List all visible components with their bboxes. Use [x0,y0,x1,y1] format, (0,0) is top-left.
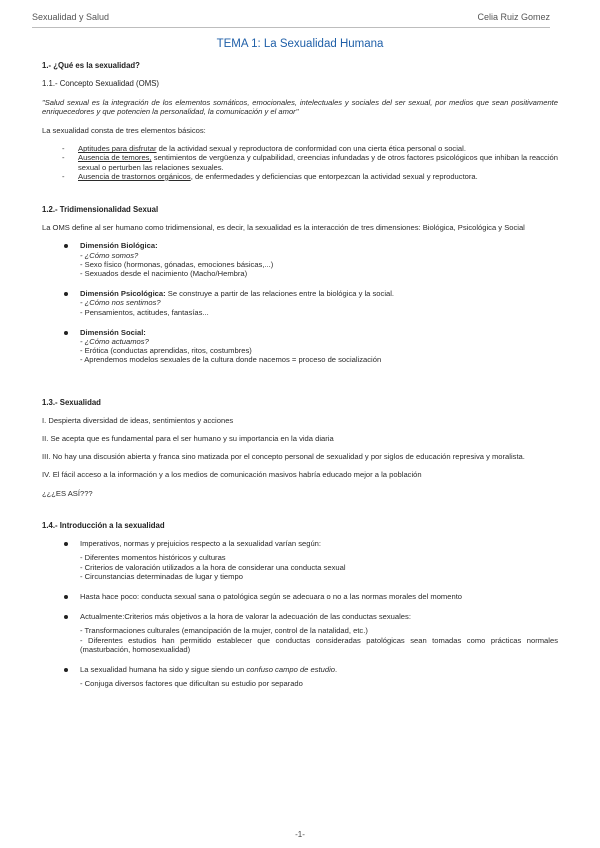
dimension-detail: - Aprendemos modelos sexuales de la cultura donde nacemos = proceso de socialización [80,355,382,365]
element-term: Ausencia de trastornos orgánicos [78,171,191,181]
element-term: Aptitudes para disfrutar [78,144,157,154]
intro-points-list [42,539,558,688]
point-detail: - Transformaciones culturales (emancipación de la mujer, control de la natalidad, etc.) [80,626,368,636]
oms-quote: "Salud sexual es la integración de los elementos somáticos, emocionales, intelectuales y sociales del ser sexual, por medios que sean positivamente enriquecedores y que potencien la personalidad, la comunicación y el amor" [42,97,558,116]
list-item [62,153,558,171]
tridimensional-intro: La OMS define al ser humano como tridimensional, es decir, la sexualidad es la interacción de tres dimensiones: Biológica, Psicológica y Social [42,223,525,233]
point-detail: - Diferentes estudios han permitido establecer que conductas consideradas patológicas sean tomadas como prácticas normales (masturbación, homosexualidad) [80,635,558,654]
section-1-4-heading: 1.4.- Introducción a la sexualidad [42,520,165,530]
element-text: , de enfermedades y deficiencias que entorpezcan la actividad sexual y reproductora. [190,171,478,181]
dimension-question: - ¿Cómo nos sentimos? [80,298,161,308]
page-header [32,12,550,22]
dimension-detail: - Erótica (conductas aprendidas, ritos, costumbres) [80,346,252,356]
list-item [62,144,558,153]
point-detail: - Diferentes momentos históricos y culturas [80,553,226,563]
dimension-title: Dimensión Psicológica: [80,289,166,299]
point-end: . [335,664,338,674]
point-text: Imperativos, normas y prejuicios respecto a la sexualidad varían según: [80,539,322,549]
section-1-3-heading: 1.3.- Sexualidad [42,397,101,407]
sexualidad-point-3: III. No hay una discusión abierta y franca sino matizada por el concepto personal de sexualidad y por siglos de educación represiva y moralista. [42,452,525,462]
dimension-title: Dimensión Social: [80,327,146,337]
dimension-detail: - Sexo físico (hormonas, gónadas, emociones básicas,...) [80,259,274,269]
section-1-2-heading: 1.2.- Tridimensionalidad Sexual [42,205,159,215]
element-term: Ausencia de temores, [78,153,152,163]
document-body [42,40,558,699]
dimension-question: - ¿Cómo somos? [80,250,139,260]
header-author: Celia Ruiz Gomez [477,12,550,22]
elements-intro: La sexualidad consta de tres elementos básicos: [42,126,206,136]
dimension-description: Se construye a partir de las relaciones entre la biológica y la social. [165,289,395,299]
sexualidad-point-1: I. Despierta diversidad de ideas, sentimientos y acciones [42,415,234,425]
header-course: Sexualidad y Salud [32,12,110,22]
list-item [64,592,558,601]
list-item [64,539,558,581]
point-detail: - Criterios de valoración utilizados a la hora de considerar una conducta sexual [80,562,346,572]
section-1-1-heading: 1.1.- Concepto Sexualidad (OMS) [42,79,160,89]
list-item [64,665,558,688]
header-divider [32,27,550,28]
page-number: -1- [295,830,305,839]
point-detail: - Circunstancias determinadas de lugar y tiempo [80,571,243,581]
section-1-heading: 1.- ¿Qué es la sexualidad? [42,61,140,71]
dimension-question: - ¿Cómo actuamos? [80,337,149,347]
element-text: de la actividad sexual y reproductora de conformidad con una cierta ética personal o social. [156,144,466,154]
dimension-title: Dimensión Biológica: [80,241,158,251]
sexualidad-point-2: II. Se acepta que es fundamental para el ser humano y su importancia en la vida diaria [42,434,334,444]
list-item [62,172,558,181]
dimension-detail: - Pensamientos, actitudes, fantasías... [80,307,209,317]
element-text: sentimientos de vergüenza y culpabilidad, creencias infundadas y de otros factores psicológicos que inhiban la reacción sexual o perturben las relaciones sexuales. [78,153,558,172]
sexualidad-point-4: IV. El fácil acceso a la información y a los medios de comunicación masivos habría educado mejor a la población [42,470,422,480]
point-text: Actualmente:Criterios más objetivos a la hora de valorar la adecuación de las conductas sexuales: [80,612,411,622]
point-emphasis: confuso campo de estudio [246,664,335,674]
document-title: TEMA 1: La Sexualidad Humana [216,38,384,50]
list-item [64,612,558,654]
dimension-psicologica [64,289,558,317]
point-text: Hasta hace poco: conducta sexual sana o patológica según se adecuara o no a las normas morales del momento [80,591,463,601]
dimension-social [64,328,558,365]
dimension-detail: - Sexuados desde el nacimiento (Macho/Hembra) [80,269,248,279]
dimension-biologica [64,241,558,278]
rhetorical-question: ¿¿¿ES ASÍ??? [42,488,93,498]
elements-list [42,144,558,181]
dimensions-list [42,241,558,364]
point-text: La sexualidad humana ha sido y sigue siendo un [80,664,247,674]
point-detail: - Conjuga diversos factores que dificultan su estudio por separado [80,679,303,689]
